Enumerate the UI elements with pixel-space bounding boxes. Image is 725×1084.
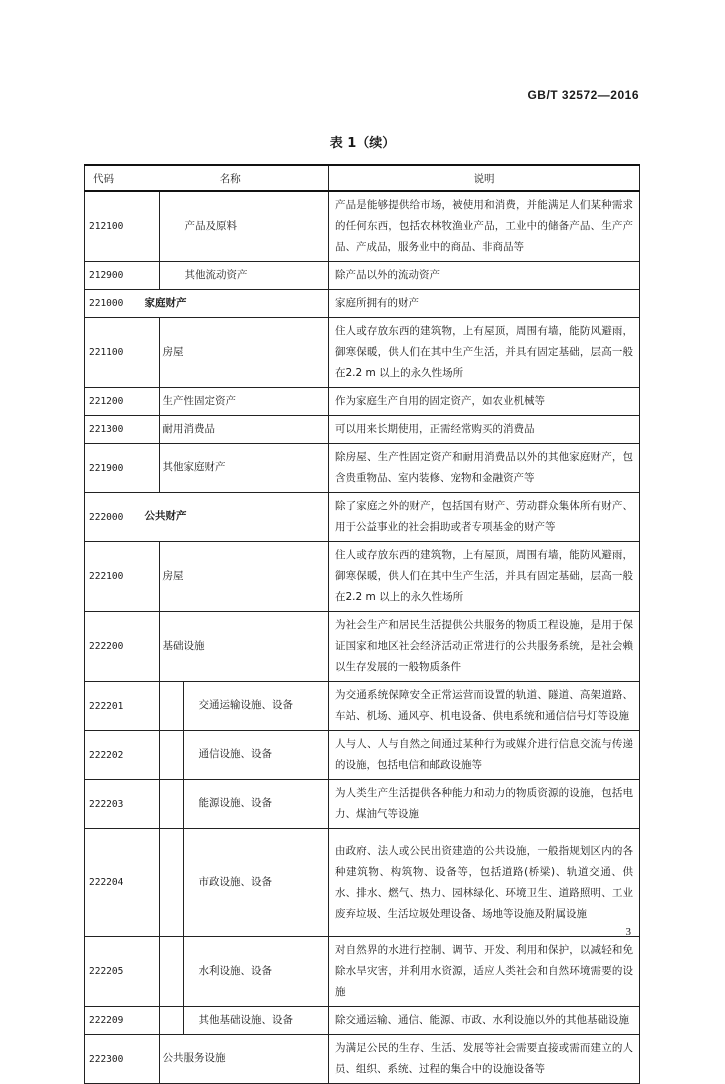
row-code: 221000 — [85, 290, 133, 318]
row-name: 公共服务设施 — [162, 1052, 226, 1065]
table-row — [85, 780, 640, 829]
page-number: 3 — [625, 926, 631, 938]
row-name-cell — [133, 731, 329, 780]
table-row — [85, 493, 640, 542]
row-code: 222000 — [85, 493, 133, 542]
row-name: 其他家庭财产 — [162, 461, 226, 474]
table-row — [85, 444, 640, 493]
row-desc: 家庭所拥有的财产 — [329, 290, 640, 318]
row-desc: 为满足公民的生存、生活、发展等社会需要直接或需而建立的人员、组织、系统、过程的集合中的设施设备等 — [329, 1035, 640, 1084]
row-name: 市政设施、设备 — [198, 875, 272, 888]
row-code: 221100 — [85, 318, 133, 388]
row-name: 水利设施、设备 — [198, 964, 272, 977]
row-name: 生产性固定资产 — [162, 394, 236, 407]
row-code: 222204 — [85, 829, 133, 937]
row-name-cell — [133, 937, 329, 1007]
table-row — [85, 937, 640, 1007]
row-desc: 住人或存放东西的建筑物，上有屋顶，周围有墙，能防风避雨，御寒保暖，供人们在其中生产生活，并具有固定基础，层高一般在2.2 m 以上的永久性场所 — [329, 318, 640, 388]
row-desc: 人与人、人与自然之间通过某种行为或媒介进行信息交流与传递的设施，包括电信和邮政设施等 — [329, 731, 640, 780]
row-desc: 为人类生产生活提供各种能力和动力的物质资源的设施，包括电力、煤油气等设施 — [329, 780, 640, 829]
row-desc: 产品是能够提供给市场，被使用和消费，并能满足人们某种需求的任何东西，包括农林牧渔业产品，工业中的储备产品、生产产品、产成品，服务业中的商品、非商品等 — [329, 191, 640, 262]
table-row — [85, 731, 640, 780]
row-name-cell — [133, 612, 329, 682]
table-header-row — [85, 165, 640, 191]
row-name: 耐用消费品 — [162, 422, 215, 435]
row-name: 房屋 — [162, 569, 184, 582]
row-name-cell — [133, 318, 329, 388]
row-name-cell — [133, 388, 329, 416]
row-code: 222203 — [85, 780, 133, 829]
row-desc: 住人或存放东西的建筑物，上有屋顶，周围有墙，能防风避雨，御寒保暖，供人们在其中生产生活，并具有固定基础，层高一般在2.2 m 以上的永久性场所 — [329, 542, 640, 612]
row-name: 其他基础设施、设备 — [198, 1013, 293, 1026]
row-desc: 为社会生产和居民生活提供公共服务的物质工程设施，是用于保证国家和地区社会经济活动正常进行的公共服务系统，是社会赖以生存发展的一般物质条件 — [329, 612, 640, 682]
header-desc: 说明 — [329, 165, 640, 191]
row-desc: 除交通运输、通信、能源、市政、水利设施以外的其他基础设施 — [329, 1007, 640, 1035]
row-code: 212100 — [85, 191, 133, 262]
header-name: 名称 — [133, 165, 329, 191]
table-row — [85, 318, 640, 388]
row-name-cell — [133, 191, 329, 262]
row-name-cell — [133, 290, 329, 318]
standard-number: GB/T 32572—2016 — [527, 88, 639, 102]
table-row — [85, 612, 640, 682]
row-desc: 为交通系统保障安全正常运营而设置的轨道、隧道、高架道路、车站、机场、通风亭、机电设备、供电系统和通信信号灯等设施 — [329, 682, 640, 731]
table-row — [85, 1007, 640, 1035]
row-code: 222100 — [85, 542, 133, 612]
row-code: 221200 — [85, 388, 133, 416]
row-name: 交通运输设施、设备 — [198, 699, 293, 712]
row-desc: 可以用来长期使用，正需经常购买的消费品 — [329, 416, 640, 444]
classification-table — [84, 164, 640, 1084]
row-code: 222201 — [85, 682, 133, 731]
row-name: 其他流动资产 — [184, 268, 248, 281]
table-row — [85, 1035, 640, 1084]
row-name-cell — [133, 542, 329, 612]
row-name-cell — [133, 780, 329, 829]
table-row — [85, 262, 640, 290]
row-name-cell — [133, 262, 329, 290]
row-desc: 由政府、法人或公民出资建造的公共设施，一般指规划区内的各种建筑物、构筑物、设备等，包括道路(桥梁)、轨道交通、供水、排水、燃气、热力、园林绿化、环境卫生、道路照明、工业废弃垃圾、生活垃圾处理设备、场地等设施及附属设施 — [329, 829, 640, 937]
table-caption: 表 1（续） — [329, 136, 396, 151]
row-code: 222209 — [85, 1007, 133, 1035]
row-name-cell — [133, 682, 329, 731]
row-code: 221900 — [85, 444, 133, 493]
row-name-cell — [133, 493, 329, 542]
row-code: 222200 — [85, 612, 133, 682]
table-row — [85, 290, 640, 318]
table-row — [85, 388, 640, 416]
row-desc: 作为家庭生产自用的固定资产，如农业机械等 — [329, 388, 640, 416]
row-desc: 对自然界的水进行控制、调节、开发、利用和保护，以减轻和免除水旱灾害，并利用水资源，适应人类社会和自然环境需要的设施 — [329, 937, 640, 1007]
row-desc: 除产品以外的流动资产 — [329, 262, 640, 290]
row-code: 222202 — [85, 731, 133, 780]
table-row — [85, 682, 640, 731]
header-code: 代码 — [85, 165, 133, 191]
row-name: 家庭财产 — [144, 296, 187, 309]
table-row — [85, 542, 640, 612]
table-row — [85, 829, 640, 937]
row-name-cell — [133, 444, 329, 493]
row-name: 房屋 — [162, 345, 184, 358]
row-name: 基础设施 — [162, 639, 205, 652]
row-code: 221300 — [85, 416, 133, 444]
table-row — [85, 416, 640, 444]
row-desc: 除房屋、生产性固定资产和耐用消费品以外的其他家庭财产，包含贵重物品、室内装修、宠物和金融资产等 — [329, 444, 640, 493]
row-name-cell — [133, 416, 329, 444]
row-code: 222205 — [85, 937, 133, 1007]
row-name-cell — [133, 1007, 329, 1035]
row-desc: 除了家庭之外的财产，包括国有财产、劳动群众集体所有财产、用于公益事业的社会捐助或者专项基金的财产等 — [329, 493, 640, 542]
row-code: 212900 — [85, 262, 133, 290]
row-name: 公共财产 — [144, 510, 187, 523]
row-name: 通信设施、设备 — [198, 748, 272, 761]
row-name: 产品及原料 — [184, 219, 237, 232]
row-name-cell — [133, 1035, 329, 1084]
row-name-cell — [133, 829, 329, 937]
row-code: 222300 — [85, 1035, 133, 1084]
table-row — [85, 191, 640, 262]
row-name: 能源设施、设备 — [198, 797, 272, 810]
